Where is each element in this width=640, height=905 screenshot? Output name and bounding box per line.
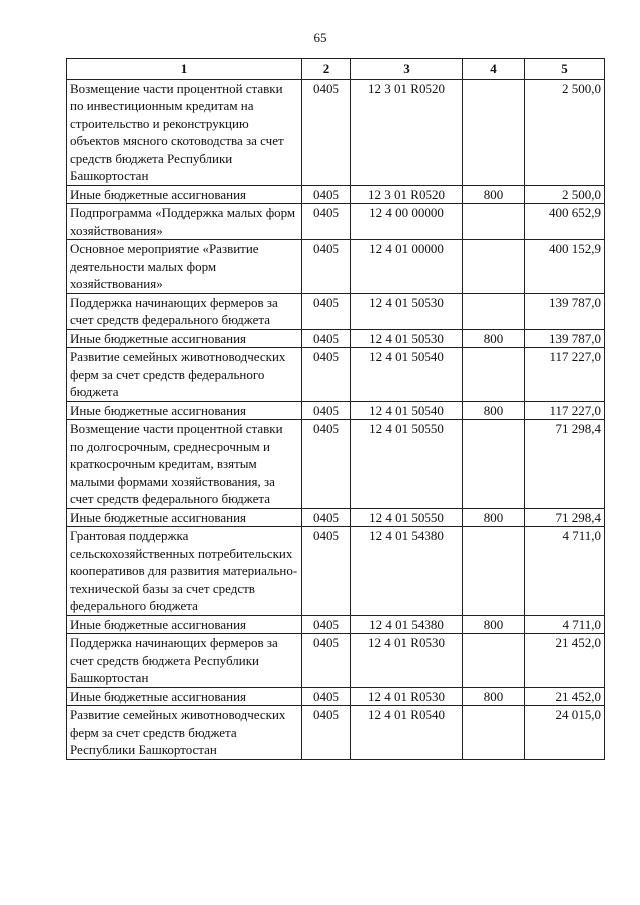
budget-table [66,58,605,760]
expense-type-cell: 800 [463,185,525,204]
header-row [67,59,605,80]
target-article-cell: 12 4 01 50540 [351,348,463,402]
table-row [67,401,605,420]
table-row [67,527,605,616]
row-name-cell: Развитие семейных животноводческих ферм за счет средств федерального бюджета [67,348,302,402]
target-article-cell: 12 3 01 R0520 [351,185,463,204]
table-row [67,79,605,185]
amount-cell: 117 227,0 [525,401,605,420]
row-name-cell: Поддержка начинающих фермеров за счет средств бюджета Республики Башкортостан [67,634,302,688]
target-article-cell: 12 4 01 54380 [351,615,463,634]
row-name-cell: Иные бюджетные ассигнования [67,615,302,634]
expense-type-cell: 800 [463,329,525,348]
section-code-cell: 0405 [302,420,351,509]
amount-cell: 21 452,0 [525,634,605,688]
column-header: 5 [525,59,605,80]
table-row [67,508,605,527]
amount-cell: 400 152,9 [525,240,605,294]
expense-type-cell: 800 [463,401,525,420]
target-article-cell: 12 4 00 00000 [351,204,463,240]
expense-type-cell [463,204,525,240]
expense-type-cell [463,420,525,509]
table-row [67,615,605,634]
section-code-cell: 0405 [302,527,351,616]
row-name-cell: Подпрограмма «Поддержка малых форм хозяйствования» [67,204,302,240]
section-code-cell: 0405 [302,706,351,760]
table-row [67,706,605,760]
amount-cell: 139 787,0 [525,329,605,348]
expense-type-cell [463,293,525,329]
expense-type-cell: 800 [463,615,525,634]
target-article-cell: 12 4 01 50530 [351,329,463,348]
target-article-cell: 12 4 01 R0530 [351,634,463,688]
row-name-cell: Иные бюджетные ассигнования [67,185,302,204]
section-code-cell: 0405 [302,79,351,185]
row-name-cell: Грантовая поддержка сельскохозяйственных потребительских кооперативов для развития материально-технической базы за счет средств федерального бюджета [67,527,302,616]
amount-cell: 400 652,9 [525,204,605,240]
section-code-cell: 0405 [302,615,351,634]
table-row [67,687,605,706]
target-article-cell: 12 4 01 50550 [351,508,463,527]
target-article-cell: 12 4 01 00000 [351,240,463,294]
expense-type-cell [463,348,525,402]
section-code-cell: 0405 [302,329,351,348]
column-header: 2 [302,59,351,80]
table-row [67,185,605,204]
amount-cell: 2 500,0 [525,185,605,204]
target-article-cell: 12 4 01 50550 [351,420,463,509]
row-name-cell: Иные бюджетные ассигнования [67,508,302,527]
section-code-cell: 0405 [302,634,351,688]
target-article-cell: 12 3 01 R0520 [351,79,463,185]
section-code-cell: 0405 [302,240,351,294]
row-name-cell: Поддержка начинающих фермеров за счет средств федерального бюджета [67,293,302,329]
target-article-cell: 12 4 01 50540 [351,401,463,420]
amount-cell: 71 298,4 [525,420,605,509]
expense-type-cell [463,79,525,185]
amount-cell: 2 500,0 [525,79,605,185]
target-article-cell: 12 4 01 54380 [351,527,463,616]
expense-type-cell [463,634,525,688]
table-row [67,204,605,240]
row-name-cell: Иные бюджетные ассигнования [67,401,302,420]
amount-cell: 24 015,0 [525,706,605,760]
table-row [67,348,605,402]
amount-cell: 71 298,4 [525,508,605,527]
expense-type-cell: 800 [463,508,525,527]
target-article-cell: 12 4 01 R0530 [351,687,463,706]
table-row [67,634,605,688]
page-number: 65 [313,30,327,45]
row-name-cell: Иные бюджетные ассигнования [67,329,302,348]
column-header: 4 [463,59,525,80]
column-header: 1 [67,59,302,80]
table-row [67,329,605,348]
section-code-cell: 0405 [302,508,351,527]
table-row [67,293,605,329]
amount-cell: 117 227,0 [525,348,605,402]
section-code-cell: 0405 [302,185,351,204]
table-row [67,420,605,509]
section-code-cell: 0405 [302,204,351,240]
row-name-cell: Иные бюджетные ассигнования [67,687,302,706]
amount-cell: 21 452,0 [525,687,605,706]
expense-type-cell [463,706,525,760]
expense-type-cell [463,240,525,294]
expense-type-cell: 800 [463,687,525,706]
row-name-cell: Возмещение части процентной ставки по инвестиционным кредитам на строительство и реконструкцию объектов мясного скотоводства за счет средств бюджета Республики Башкортостан [67,79,302,185]
expense-type-cell [463,527,525,616]
row-name-cell: Возмещение части процентной ставки по долгосрочным, среднесрочным и краткосрочным кредитам, взятым малыми формами хозяйствования, за счет средств федерального бюджета [67,420,302,509]
target-article-cell: 12 4 01 R0540 [351,706,463,760]
column-header: 3 [351,59,463,80]
amount-cell: 4 711,0 [525,615,605,634]
table-row [67,240,605,294]
target-article-cell: 12 4 01 50530 [351,293,463,329]
section-code-cell: 0405 [302,348,351,402]
amount-cell: 139 787,0 [525,293,605,329]
amount-cell: 4 711,0 [525,527,605,616]
section-code-cell: 0405 [302,687,351,706]
section-code-cell: 0405 [302,293,351,329]
table-body [67,79,605,759]
section-code-cell: 0405 [302,401,351,420]
row-name-cell: Основное мероприятие «Развитие деятельности малых форм хозяйствования» [67,240,302,294]
row-name-cell: Развитие семейных животноводческих ферм за счет средств бюджета Республики Башкортостан [67,706,302,760]
